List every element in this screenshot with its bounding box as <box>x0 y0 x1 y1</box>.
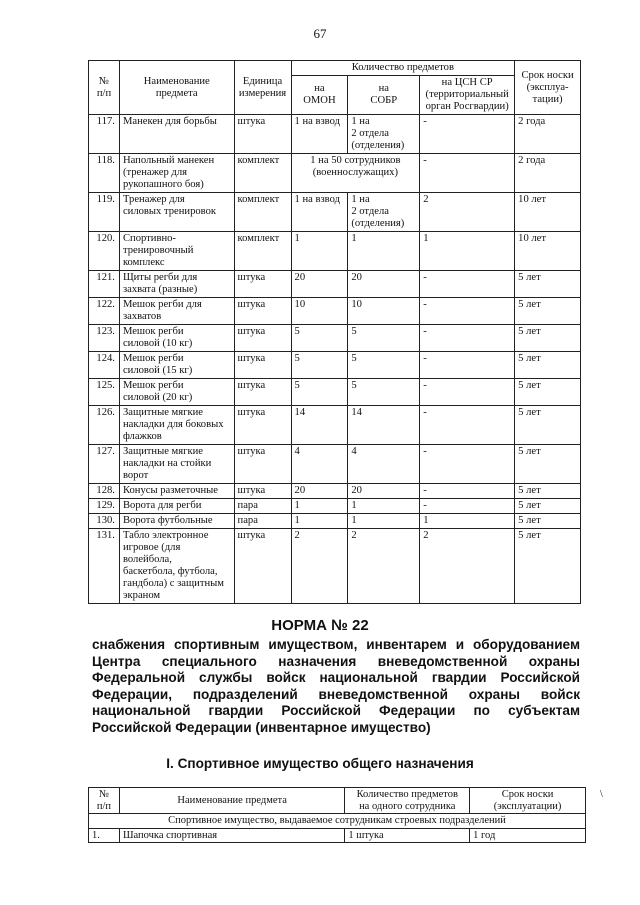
table-body <box>89 828 586 843</box>
service-term: 5 лет <box>515 298 581 325</box>
quantity-csn: - <box>420 115 515 154</box>
item-unit: штука <box>234 115 291 154</box>
item-name: Напольный манекен (тренажер для рукопашного боя) <box>119 154 234 193</box>
table-row <box>89 828 586 843</box>
item-name: Манекен для борьбы <box>119 115 234 154</box>
quantity-omon: 4 <box>291 445 348 484</box>
quantity-per-employee: 1 штука <box>345 828 470 843</box>
row-number: 120. <box>89 232 120 271</box>
row-number: 121. <box>89 271 120 298</box>
quantity-sobr: 1 на 2 отдела (отделения) <box>348 193 420 232</box>
quantity-csn: - <box>420 445 515 484</box>
row-number: 126. <box>89 406 120 445</box>
table-row <box>89 298 581 325</box>
quantity-omon: 20 <box>291 271 348 298</box>
item-unit: штука <box>234 445 291 484</box>
quantity-sobr: 1 <box>348 232 420 271</box>
quantity-sobr: 1 на 2 отдела (отделения) <box>348 115 420 154</box>
item-name: Мешок регби силовой (10 кг) <box>119 325 234 352</box>
quantity-sobr: 10 <box>348 298 420 325</box>
row-number: 122. <box>89 298 120 325</box>
quantity-csn: 1 <box>420 232 515 271</box>
row-number: 130. <box>89 514 120 529</box>
row-number: 128. <box>89 484 120 499</box>
table-row <box>89 352 581 379</box>
row-number: 117. <box>89 115 120 154</box>
table-row <box>89 271 581 298</box>
quantity-sobr: 5 <box>348 325 420 352</box>
quantity-csn: 2 <box>420 529 515 604</box>
row-number: 123. <box>89 325 120 352</box>
row-number: 118. <box>89 154 120 193</box>
row-number: 127. <box>89 445 120 484</box>
table-row <box>89 325 581 352</box>
page-number: 67 <box>313 26 327 41</box>
group-label: Спортивное имущество, выдаваемое сотрудникам строевых подразделений <box>89 814 586 829</box>
row-number: 131. <box>89 529 120 604</box>
norm-description: снабжения спортивным имуществом, инвентарем и оборудованием Центра специального назначения вневедомственной охраны Федеральной службы войск национальной гвардии Российской Федерации, подразделений вневедомственной охраны войск национальной гвардии Российской Федерации по субъектам Российской Федерации (инвентарное имущество) <box>92 637 580 735</box>
item-name: Мешок регби для захватов <box>119 298 234 325</box>
quantity-sobr: 20 <box>348 271 420 298</box>
item-name: Шапочка спортивная <box>119 828 344 843</box>
row-number: 125. <box>89 379 120 406</box>
item-unit: штука <box>234 484 291 499</box>
service-term: 5 лет <box>515 499 581 514</box>
quantity-omon: 1 на взвод <box>291 115 348 154</box>
quantity-omon: 5 <box>291 379 348 406</box>
item-unit: комплект <box>234 193 291 232</box>
col-header-csn: на ЦСН СР (территориальный орган Росгвардии) <box>420 76 515 115</box>
row-number: 124. <box>89 352 120 379</box>
quantity-omon: 5 <box>291 352 348 379</box>
quantity-sobr: 5 <box>348 379 420 406</box>
table-row <box>89 484 581 499</box>
service-term: 5 лет <box>515 406 581 445</box>
item-name: Табло электронное игровое (для волейбола, баскетбола, футбола, гандбола) с защитным экраном <box>119 529 234 604</box>
quantity-csn: - <box>420 484 515 499</box>
table-header-row <box>89 61 581 76</box>
col-header-num: № п/п <box>89 61 120 115</box>
service-term: 5 лет <box>515 445 581 484</box>
quantity-omon: 1 <box>291 232 348 271</box>
col-header-sobr: на СОБР <box>348 76 420 115</box>
item-unit: штука <box>234 379 291 406</box>
quantity-sobr: 20 <box>348 484 420 499</box>
quantity-csn: - <box>420 379 515 406</box>
item-unit: штука <box>234 529 291 604</box>
quantity-omon: 1 на взвод <box>291 193 348 232</box>
table-row <box>89 514 581 529</box>
col-header-quantity: Количество предметов <box>291 61 515 76</box>
quantity-omon-sobr: 1 на 50 сотрудников (военнослужащих) <box>291 154 420 193</box>
table-row <box>89 115 581 154</box>
item-unit: штука <box>234 352 291 379</box>
quantity-sobr: 14 <box>348 406 420 445</box>
table-row <box>89 529 581 604</box>
item-unit: пара <box>234 499 291 514</box>
section-title: I. Спортивное имущество общего назначения <box>166 756 474 771</box>
item-name: Мешок регби силовой (20 кг) <box>119 379 234 406</box>
quantity-omon: 1 <box>291 514 348 529</box>
service-term: 10 лет <box>515 232 581 271</box>
norm-22-table <box>88 787 586 843</box>
col-header-omon: на ОМОН <box>291 76 348 115</box>
row-number: 1. <box>89 828 120 843</box>
table-row <box>89 406 581 445</box>
item-name: Защитные мягкие накладки для боковых флажков <box>119 406 234 445</box>
table-row <box>89 379 581 406</box>
item-name: Ворота для регби <box>119 499 234 514</box>
quantity-omon: 10 <box>291 298 348 325</box>
col-header-num: № п/п <box>89 788 120 814</box>
col-header-term: Срок носки (эксплуа- тации) <box>515 61 581 115</box>
quantity-csn: - <box>420 352 515 379</box>
item-unit: комплект <box>234 154 291 193</box>
item-unit: штука <box>234 298 291 325</box>
quantity-csn: - <box>420 154 515 193</box>
service-term: 5 лет <box>515 514 581 529</box>
item-name: Конусы разметочные <box>119 484 234 499</box>
quantity-csn: 2 <box>420 193 515 232</box>
service-term: 5 лет <box>515 379 581 406</box>
item-name: Ворота футбольные <box>119 514 234 529</box>
quantity-csn: - <box>420 298 515 325</box>
table-header-row <box>89 788 586 814</box>
quantity-csn: - <box>420 406 515 445</box>
margin-mark: \ <box>600 789 603 800</box>
service-term: 1 год <box>470 828 586 843</box>
service-term: 10 лет <box>515 193 581 232</box>
service-term: 2 года <box>515 154 581 193</box>
item-name: Щиты регби для захвата (разные) <box>119 271 234 298</box>
item-unit: штука <box>234 406 291 445</box>
quantity-omon: 5 <box>291 325 348 352</box>
quantity-omon: 20 <box>291 484 348 499</box>
norm-table-continued <box>88 60 581 604</box>
item-name: Спортивно- тренировочный комплекс <box>119 232 234 271</box>
item-unit: штука <box>234 271 291 298</box>
quantity-csn: - <box>420 499 515 514</box>
table-row <box>89 232 581 271</box>
quantity-csn: - <box>420 271 515 298</box>
table-row <box>89 445 581 484</box>
quantity-omon: 2 <box>291 529 348 604</box>
table-row <box>89 154 581 193</box>
item-name: Мешок регби силовой (15 кг) <box>119 352 234 379</box>
quantity-sobr: 1 <box>348 499 420 514</box>
col-header-term: Срок носки (эксплуатации) <box>470 788 586 814</box>
row-number: 119. <box>89 193 120 232</box>
col-header-quantity: Количество предметов на одного сотрудника <box>345 788 470 814</box>
table-body <box>89 115 581 604</box>
service-term: 5 лет <box>515 271 581 298</box>
table-row <box>89 193 581 232</box>
norm-title: НОРМА № 22 <box>271 617 369 634</box>
col-header-name: Наименование предмета <box>119 61 234 115</box>
item-unit: комплект <box>234 232 291 271</box>
item-name: Защитные мягкие накладки на стойки ворот <box>119 445 234 484</box>
quantity-sobr: 2 <box>348 529 420 604</box>
service-term: 5 лет <box>515 325 581 352</box>
col-header-unit: Единица измерения <box>234 61 291 115</box>
service-term: 5 лет <box>515 529 581 604</box>
service-term: 2 года <box>515 115 581 154</box>
quantity-omon: 14 <box>291 406 348 445</box>
quantity-sobr: 1 <box>348 514 420 529</box>
table-row <box>89 499 581 514</box>
quantity-csn: - <box>420 325 515 352</box>
quantity-sobr: 4 <box>348 445 420 484</box>
item-name: Тренажер для силовых тренировок <box>119 193 234 232</box>
table-group-row <box>89 814 586 829</box>
quantity-omon: 1 <box>291 499 348 514</box>
item-unit: штука <box>234 325 291 352</box>
service-term: 5 лет <box>515 484 581 499</box>
item-unit: пара <box>234 514 291 529</box>
row-number: 129. <box>89 499 120 514</box>
quantity-sobr: 5 <box>348 352 420 379</box>
service-term: 5 лет <box>515 352 581 379</box>
col-header-name: Наименование предмета <box>119 788 344 814</box>
quantity-csn: 1 <box>420 514 515 529</box>
